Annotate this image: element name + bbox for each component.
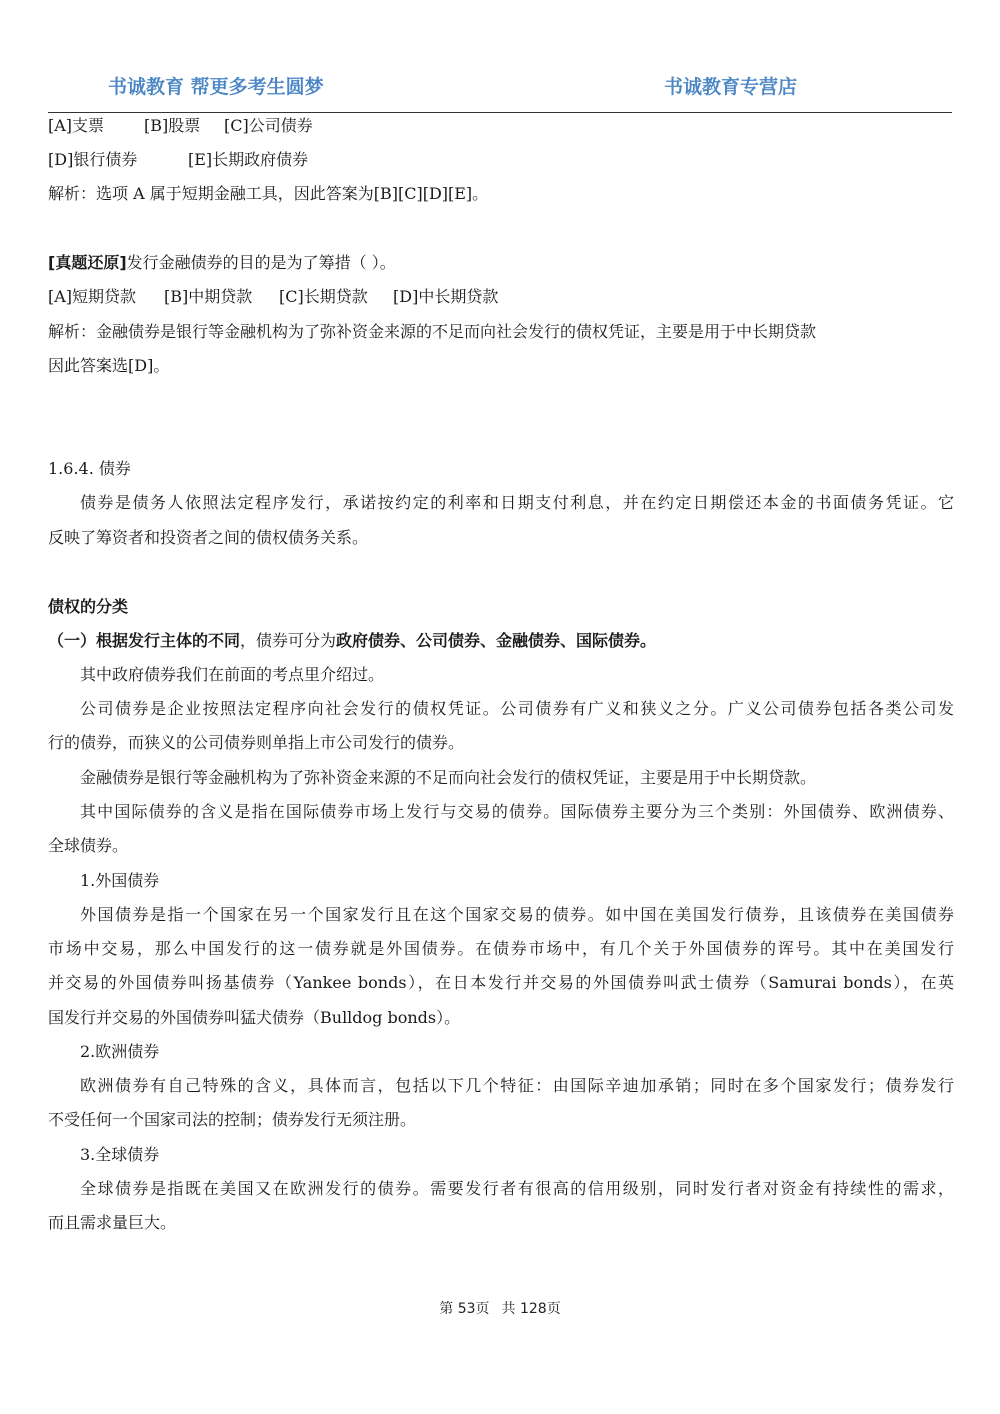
classify-title: 债权的分类 <box>48 597 129 616</box>
foreign-bond-line-1: 外国债券是指一个国家在另一个国家发行且在这个国家交易的债券。如中国在美国发行债券，且该债券在美国债券 <box>80 905 954 924</box>
foreign-bond-line-3: 并交易的外国债券叫扬基债券（Yankee bonds），在日本发行并交易的外国债券叫武士债券（Samurai bonds），在英 <box>48 973 954 992</box>
q1-option-e: [E]长期政府债券 <box>188 150 309 169</box>
gov-bond-paragraph: 其中政府债券我们在前面的考点里介绍过。 <box>80 665 385 684</box>
foreign-bond-title: 1.外国债券 <box>80 871 160 890</box>
q2-options <box>48 285 954 309</box>
global-bond-title: 3.全球债券 <box>80 1145 160 1164</box>
intl-bond-line-1: 其中国际债券的含义是指在国际债券市场上发行与交易的债券。国际债券主要分为三个类别：外国债券、欧洲债券、 <box>80 802 954 821</box>
global-bond-line-1: 全球债券是指既在美国又在欧洲发行的债券。需要发行者有很高的信用级别，同时发行者对资金有持续性的需求， <box>80 1179 954 1198</box>
fin-bond-paragraph: 金融债券是银行等金融机构为了弥补资金来源的不足而向社会发行的债权凭证，主要是用于中长期贷款。 <box>80 768 817 787</box>
classify-sub-bold: （一）根据发行主体的不同 <box>48 631 241 650</box>
classify-sub-bold-2: 政府债券、公司债券、金融债券、国际债券。 <box>336 631 657 650</box>
global-bond-line-2: 而且需求量巨大。 <box>48 1213 177 1232</box>
header-right-title: 书诚教育专营店 <box>664 76 798 98</box>
q2-question <box>48 251 954 275</box>
header-left-title: 书诚教育 帮更多考生圆梦 <box>108 76 324 98</box>
q1-option-d: [D]银行债券 <box>48 150 138 169</box>
corp-bond-line-2: 行的债券，而狭义的公司债券则单指上市公司发行的债券。 <box>48 733 465 752</box>
foreign-bond-line-4: 国发行并交易的外国债券叫猛犬债券（Bulldog bonds）。 <box>48 1008 461 1027</box>
page-number: 第 53页 <box>439 1301 490 1317</box>
page-footer <box>0 1298 1000 1318</box>
q1-analysis: 解析：选项 A 属于短期金融工具，因此答案为[B][C][D][E]。 <box>48 184 489 203</box>
section-def-line-2: 反映了筹资者和投资者之间的债权债务关系。 <box>48 528 369 547</box>
classify-sub-plain: ，债券可分为 <box>240 631 337 650</box>
q2-option-b: [B]中期贷款 <box>164 287 253 306</box>
q2-question-text: 发行金融债券的目的是为了筹措（ ）。 <box>126 253 396 272</box>
q2-analysis-line-2: 因此答案选[D]。 <box>48 356 170 375</box>
q1-option-a: [A]支票 <box>48 116 105 135</box>
section-def-line-1: 债券是债务人依照法定程序发行，承诺按约定的利率和日期支付利息，并在约定日期偿还本金的书面债务凭证。它 <box>80 493 954 512</box>
q1-option-c: [C]公司债券 <box>224 116 313 135</box>
intl-bond-line-2: 全球债券。 <box>48 836 129 855</box>
q2-tag: [真题还原] <box>48 253 127 272</box>
euro-bond-line-1: 欧洲债券有自己特殊的含义，具体而言，包括以下几个特征：由国际辛迪加承销；同时在多个国家发行；债券发行 <box>80 1076 954 1095</box>
q2-analysis-line-1: 解析：金融债券是银行等金融机构为了弥补资金来源的不足而向社会发行的债权凭证，主要是用于中长期贷款 <box>48 322 817 341</box>
classify-subheading <box>48 629 954 653</box>
q2-option-d: [D]中长期贷款 <box>393 287 499 306</box>
header-divider <box>48 112 952 113</box>
q1-options-row-2 <box>48 148 954 172</box>
foreign-bond-line-2: 市场中交易，那么中国发行的这一债券就是外国债券。在债券市场中，有几个关于外国债券的诨号。其中在美国发行 <box>48 939 954 958</box>
euro-bond-title: 2.欧洲债券 <box>80 1042 160 1061</box>
q1-options-row-1 <box>48 114 954 138</box>
page-total: 共 128页 <box>501 1301 561 1317</box>
corp-bond-line-1: 公司债券是企业按照法定程序向社会发行的债权凭证。公司债券有广义和狭义之分。广义公司债券包括各类公司发 <box>80 699 954 718</box>
q1-option-b: [B]股票 <box>144 116 201 135</box>
euro-bond-line-2: 不受任何一个国家司法的控制；债券发行无须注册。 <box>48 1110 417 1129</box>
q2-option-c: [C]长期贷款 <box>279 287 368 306</box>
q2-option-a: [A]短期贷款 <box>48 287 137 306</box>
section-heading: 1.6.4. 债券 <box>48 459 131 478</box>
